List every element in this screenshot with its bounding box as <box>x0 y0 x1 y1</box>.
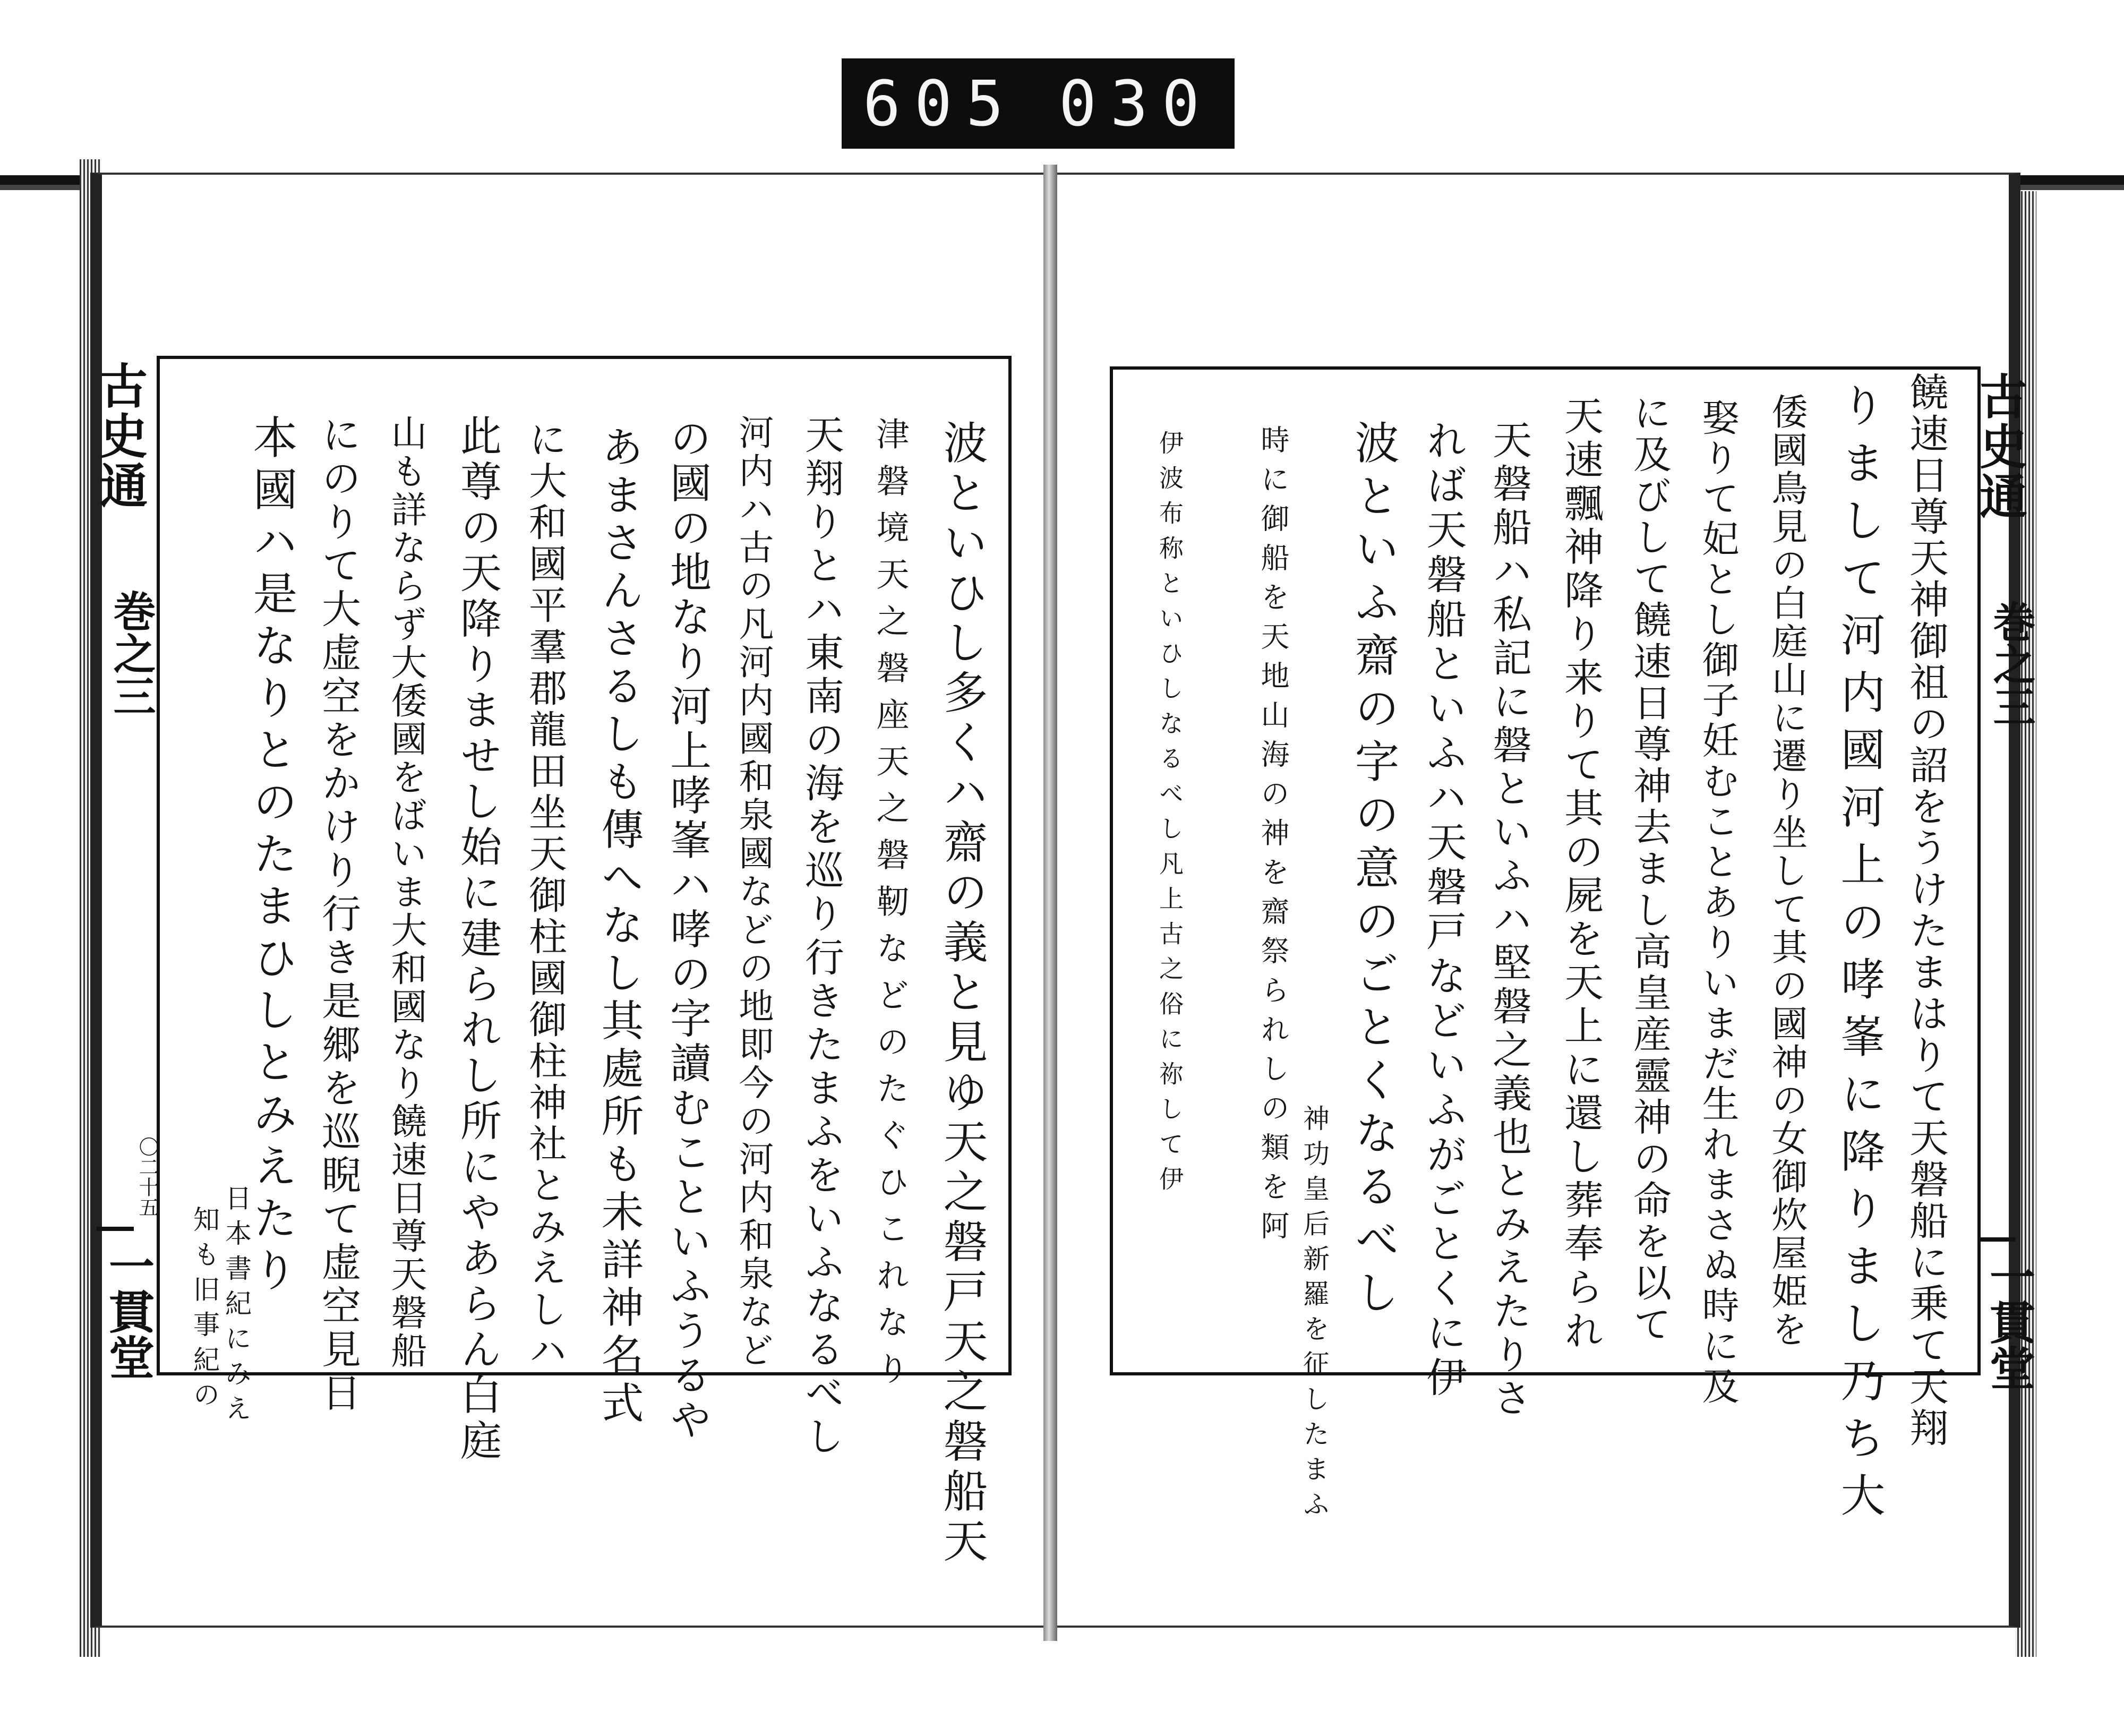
left-text-column: 波といひし多くハ齋の義と見ゆ天之磐戸天之磐船天 <box>936 420 988 1568</box>
right-text-column: に及びして饒速日尊神去まし高皇産靈神の命を以て <box>1627 393 1672 1346</box>
left-publisher: 一貫堂 <box>101 1243 155 1380</box>
right-text-column: 時に御船を天地山海の神を齋祭られしの類を阿 <box>1256 425 1290 1250</box>
right-text-column: りまして河内國河上の哮峯に降りまし乃ち大 <box>1834 382 1886 1529</box>
left-text-column: 本國ハ是なりとのたまひしとみえたり <box>246 414 298 1299</box>
left-text-column: 津磐境天之磐座天之磐靭などのたぐひこれなり <box>871 417 910 1398</box>
left-text-column: にのりて大虚空をかけり行き是郷を巡睨て虚空見日 <box>315 414 361 1416</box>
left-text-column: に大和國平羣郡龍田坐天御柱國御柱神社とみえしハ <box>523 420 567 1372</box>
left-text-column: 此尊の天降りませし始に建られし所にやあらん白庭 <box>453 414 501 1465</box>
left-publisher-rule <box>97 1227 134 1231</box>
right-text-column: 天速飄神降り来りて其の屍を天上に還し葬奉られ <box>1558 396 1604 1354</box>
left-text-column: 天翔りとハ東南の海を巡り行きたまふをいふなるべし <box>799 414 844 1459</box>
right-publisher: 一貫堂 <box>1982 1253 2035 1390</box>
right-text-column: 波といふ齋の字の意のごとくなるべし <box>1348 420 1400 1322</box>
left-note-column: 知も旧事紀の <box>189 1205 220 1416</box>
right-text-column: 倭國鳥見の白庭山に遷り坐して其の國神の女御炊屋姫を <box>1766 393 1808 1349</box>
left-text-column: 山も詳ならず大倭國をばいま大和國なり饒速日尊天磐船 <box>385 414 427 1370</box>
left-note-column: 日本書紀にみえ <box>221 1184 252 1430</box>
right-text-column: れば天磐船といふハ天磐戸などいふがごとくに伊 <box>1420 420 1467 1401</box>
right-text-column: 天磐船ハ私記に磐といふハ堅磐之義也とみえたりさ <box>1486 420 1532 1421</box>
right-note-column: 伊波布称といひしなるべし凡上古之俗に祢して伊 <box>1155 430 1184 1201</box>
left-volume-label: 巻之三 <box>106 589 156 717</box>
right-margin-title: 古史通 <box>1971 372 2027 521</box>
left-text-column: 河内ハ古の凡河内國和泉國などの地即今の河内和泉など <box>733 414 774 1370</box>
reel-number-right: 030 <box>1058 67 1213 140</box>
left-text-column: の國の地なり河上哮峯ハ哮の字讀むこといふうるや <box>663 417 711 1443</box>
right-text-column: 娶りて妃とし御子妊むことありいまだ生れまさぬ時に及 <box>1696 398 1740 1407</box>
left-folio-number: 〇二十五 <box>135 1136 159 1217</box>
right-text-column: 饒速日尊天神御祖の詔をうけたまはりて天磐船に乗て天翔 <box>1903 372 1949 1449</box>
reel-number-left: 605 <box>863 67 1018 140</box>
left-margin-title: 古史通 <box>91 361 148 511</box>
right-volume-label: 巻之三 <box>1986 600 2036 728</box>
right-note-column: 神功皇后新羅を征したまふ <box>1299 1105 1330 1525</box>
book-gutter <box>1043 165 1057 1641</box>
right-publisher-rule <box>1978 1237 2015 1242</box>
left-text-column: あまさんさるしも傳へなし其處所も未詳神名式 <box>594 425 644 1429</box>
reel-number-label <box>842 58 1235 149</box>
